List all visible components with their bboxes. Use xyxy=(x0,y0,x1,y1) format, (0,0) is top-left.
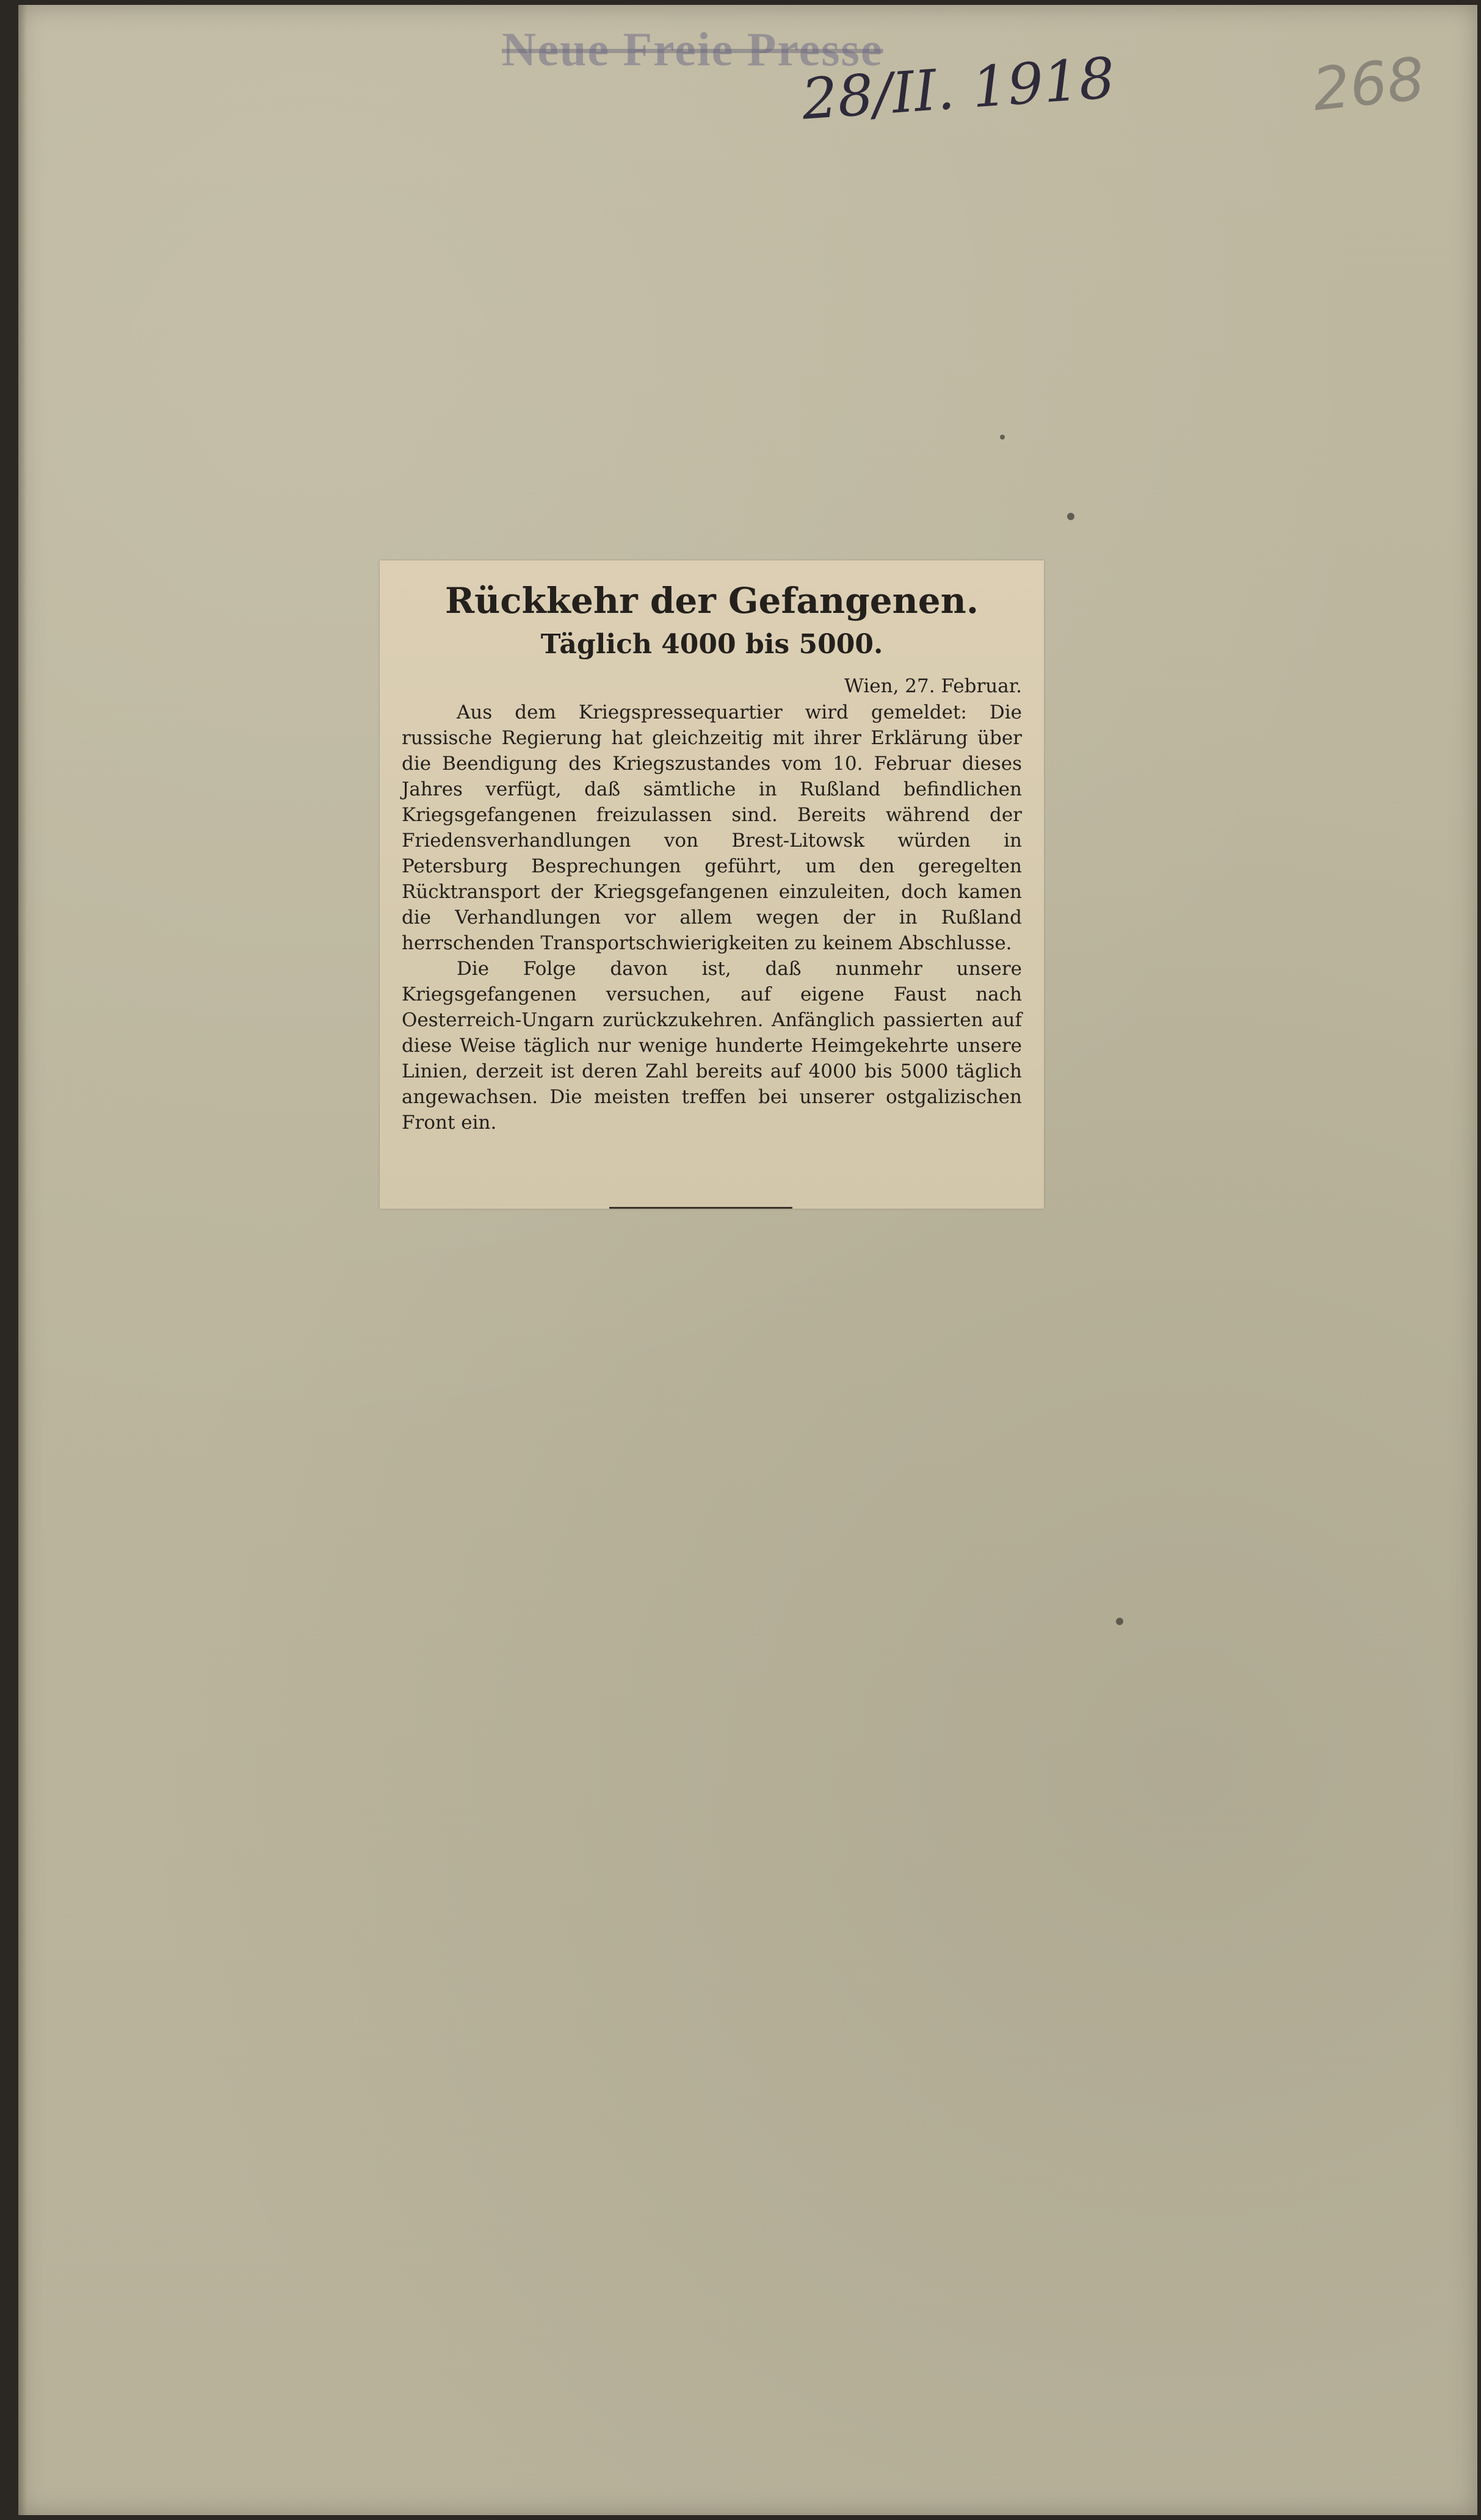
handwritten-date: 28/II. 1918 xyxy=(800,45,1117,132)
paper-speck xyxy=(1116,1618,1123,1625)
clipping-paragraph-2: Die Folge davon ist, daß nunmehr unsere Kriegsgefangenen versuchen, auf eigene Faust nach Oesterreich-Ungarn zurückzukehren. Anfänglich passierten auf diese Weise täglich nur wenige hunderte Heimgekehrte unsere Linien, derzeit ist deren Zahl bereits auf 4000 bis 5000 täglich angewachsen. Die meisten treffen bei unserer ostgalizischen Front ein. xyxy=(402,958,1022,1134)
newspaper-stamp: Neue Freie Presse xyxy=(502,23,883,76)
newspaper-clipping xyxy=(380,560,1044,1209)
page-edge-shadow xyxy=(18,5,27,2515)
clipping-paragraph-1: Aus dem Kriegspressequartier wird gemeldet: Die russische Regierung hat gleichzeitig mit ihrer Erklärung über die Beendigung des Kriegszustandes vom 10. Februar dieses Jahres verfügt, daß sämtliche in Rußland befindlichen Kriegsgefangenen freizulassen sind. Bereits während der Friedensverhandlungen von Brest-Litowsk würden in Petersburg Besprechungen geführt, um den geregelten Rücktransport der Kriegsgefangenen einzuleiten, doch kamen die Verhandlungen vor allem wegen der in Rußland herrschenden Transportschwierigkeiten zu keinem Abschlusse. xyxy=(402,701,1022,955)
clipping-dateline: Wien, 27. Februar. xyxy=(844,675,1022,698)
folio-number: 268 xyxy=(1309,44,1428,125)
paper-speck xyxy=(1067,513,1074,520)
clipping-end-rule xyxy=(609,1207,792,1209)
archive-page xyxy=(18,5,1477,2515)
clipping-subheadline: Täglich 4000 bis 5000. xyxy=(540,628,883,660)
paper-speck xyxy=(1000,435,1005,440)
clipping-headline: Rückkehr der Gefangenen. xyxy=(444,580,979,621)
